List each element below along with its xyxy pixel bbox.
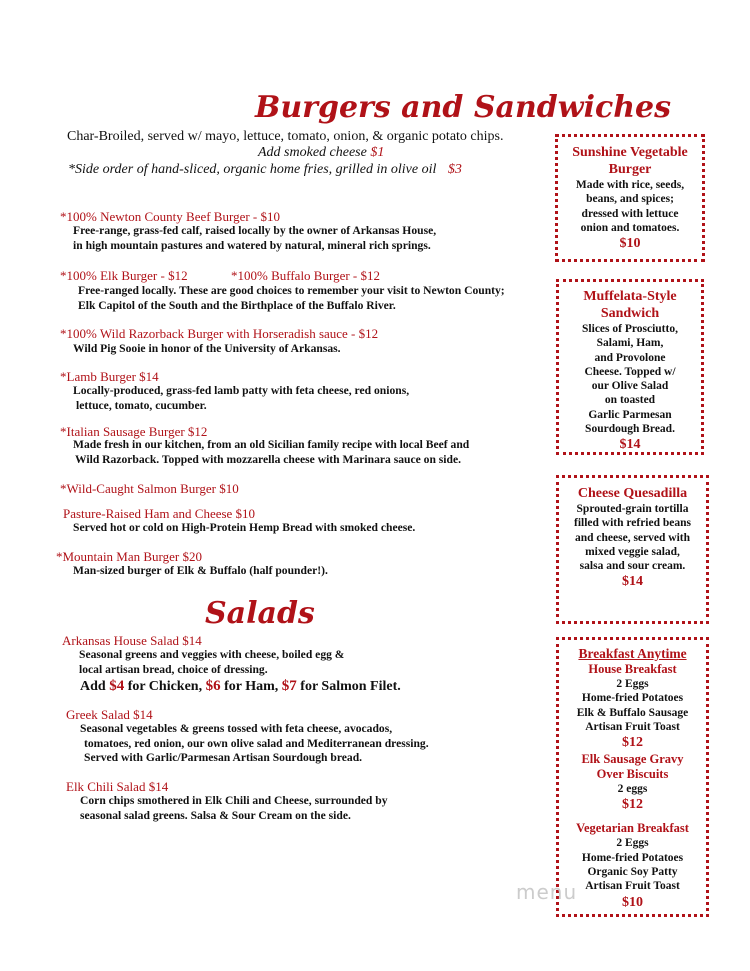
item-desc <box>73 342 341 357</box>
addon-text: for Ham, <box>220 679 282 694</box>
box-desc-line: Slices of Prosciutto, <box>582 323 678 335</box>
gravy-title: Over Biscuits <box>596 767 669 782</box>
desc-line: Seasonal vegetables & greens tossed with feta cheese, avocados, <box>80 722 393 735</box>
box-desc-line: Sprouted-grain tortilla <box>576 503 689 515</box>
item-desc <box>73 438 469 467</box>
menu-item-salmon-burger: *Wild-Caught Salmon Burger $10 <box>60 481 239 496</box>
addon-text: Add smoked cheese <box>258 145 371 160</box>
menu-item-razorback-burger: *100% Wild Razorback Burger with Horseradish sauce - $12 <box>60 326 379 341</box>
menu-item-italian-sausage-burger: *Italian Sausage Burger $12 <box>60 424 208 439</box>
box-title: Cheese Quesadilla <box>577 486 688 501</box>
menu-item-elk-chili-salad: Elk Chili Salad $14 <box>66 779 169 794</box>
side-price: $3 <box>447 162 462 177</box>
desc-line: Free-range, grass-fed calf, raised locally by the owner of Arkansas House, <box>73 224 437 237</box>
item-desc <box>78 284 505 313</box>
desc-line: lettuce, tomato, cucumber. <box>76 398 207 412</box>
addon-price-chicken: $4 <box>109 678 125 694</box>
box-desc-line: 2 Eggs <box>616 678 649 690</box>
box-desc-line: Salami, Ham, <box>596 337 664 350</box>
burgers-addon <box>258 145 384 161</box>
box-desc-line: 2 Eggs <box>616 837 649 850</box>
addon-text: Add <box>80 679 110 694</box>
item-desc <box>80 722 429 766</box>
box-title: Burger <box>608 162 652 177</box>
house-breakfast-title: House Breakfast <box>588 662 677 676</box>
menu-item-buffalo-burger: *100% Buffalo Burger - $12 <box>231 268 380 283</box>
item-desc <box>73 521 415 536</box>
desc-line: in high mountain pastures and watered by natural, mineral rich springs. <box>73 238 431 252</box>
box-title: Sandwich <box>600 306 660 321</box>
box-price: $14 <box>619 437 641 453</box>
item-desc <box>73 384 409 413</box>
box-desc-line: salsa and sour cream. <box>579 560 686 573</box>
menu-item-beef-burger: *100% Newton County Beef Burger - $10 <box>60 209 281 224</box>
item-desc <box>73 224 436 253</box>
menu-item-ham-and-cheese: Pasture-Raised Ham and Cheese $10 <box>63 506 256 521</box>
gravy-title: Elk Sausage Gravy <box>581 752 684 767</box>
box-price: $12 <box>622 797 643 813</box>
veg-breakfast-title: Vegetarian Breakfast <box>576 821 689 836</box>
breakfast-header: Breakfast Anytime <box>578 646 687 661</box>
desc-line: seasonal salad greens. Salsa & Sour Cream on the side. <box>80 808 351 822</box>
desc-line: Man-sized burger of Elk & Buffalo (half pounder!). <box>73 564 328 577</box>
menu-item-arkansas-house-salad: Arkansas House Salad $14 <box>62 633 202 648</box>
desc-line: Served hot or cold on High-Protein Hemp Bread with smoked cheese. <box>73 521 416 534</box>
box-price: $14 <box>622 574 643 590</box>
desc-line: Locally-produced, grass-fed lamb patty with feta cheese, red onions, <box>73 384 410 397</box>
desc-line: tomatoes, red onion, our own olive salad and Mediterranean dressing. <box>84 736 429 750</box>
salads-title: Salads <box>205 596 315 631</box>
box-desc-line: mixed veggie salad, <box>585 545 680 558</box>
box-desc-line: filled with refried beans <box>573 517 692 530</box>
menu-item-mountain-man-burger: *Mountain Man Burger $20 <box>56 549 202 564</box>
box-desc-line: Organic Soy Patty <box>587 866 678 879</box>
item-desc <box>80 794 388 823</box>
salad-addons <box>80 678 401 695</box>
box-desc-line: onion and tomatoes. <box>580 221 680 234</box>
veggie-burger-box <box>555 134 705 262</box>
addon-text: for Chicken, <box>124 679 206 694</box>
addon-text: for Salmon Filet. <box>296 679 401 694</box>
desc-line: Made fresh in our kitchen, from an old Sicilian family recipe with local Beef and <box>73 438 470 451</box>
box-title: Muffelata-Style <box>583 289 677 304</box>
box-desc-line: Garlic Parmesan <box>588 408 672 421</box>
box-desc-line: dressed with lettuce <box>581 207 679 220</box>
box-desc-line: our Olive Salad <box>591 380 669 393</box>
box-price: $10 <box>622 894 643 910</box>
desc-line: Corn chips smothered in Elk Chili and Cheese, surrounded by <box>80 794 388 807</box>
box-desc-line: and Provolone <box>594 351 666 364</box>
box-desc-line: Sourdough Bread. <box>585 423 675 436</box>
box-desc-line: beans, and spices; <box>586 193 674 206</box>
box-desc-line: Home-fried Potatoes <box>581 692 684 705</box>
box-price: $10 <box>619 236 641 252</box>
addon-price: $1 <box>370 145 385 160</box>
box-desc-line: 2 eggs <box>617 783 648 796</box>
box-desc-line: Artisan Fruit Toast <box>585 720 680 733</box>
desc-line: Seasonal greens and veggies with cheese, boiled egg & <box>79 648 345 661</box>
muffelata-box <box>556 279 704 455</box>
burgers-intro: Char-Broiled, served w/ mayo, lettuce, tomato, onion, & organic potato chips. <box>67 129 504 144</box>
breakfast-box <box>556 637 709 917</box>
desc-line: Free-ranged locally. These are good choices to remember your visit to Newton County; <box>78 284 505 297</box>
desc-line: local artisan bread, choice of dressing. <box>79 662 268 676</box>
desc-line: Wild Razorback. Topped with mozzarella cheese with Marinara sauce on side. <box>75 452 462 466</box>
box-desc-line: and cheese, served with <box>575 531 690 544</box>
menu-item-lamb-burger: *Lamb Burger $14 <box>60 369 159 384</box>
box-desc-line: Made with rice, seeds, <box>575 179 685 191</box>
item-desc <box>79 648 344 677</box>
box-desc-line: Cheese. Topped w/ <box>584 365 676 378</box>
box-title: Sunshine Vegetable <box>572 145 688 160</box>
box-desc-line: on toasted <box>604 394 656 407</box>
menu-item-elk-burger: *100% Elk Burger - $12 <box>60 268 188 283</box>
box-desc-line: Elk & Buffalo Sausage <box>576 706 689 719</box>
menu-item-greek-salad: Greek Salad $14 <box>66 707 153 722</box>
desc-line: Served with Garlic/Parmesan Artisan Sourdough bread. <box>84 751 363 764</box>
item-desc <box>73 564 328 579</box>
addon-price-ham: $6 <box>205 678 221 694</box>
burgers-side <box>68 162 462 178</box>
watermark-logo: menu <box>516 880 578 904</box>
side-text: *Side order of hand-sliced, organic home fries, grilled in olive oil <box>68 162 437 177</box>
quesadilla-box <box>556 475 709 624</box>
desc-line: Elk Capitol of the South and the Birthplace of the Buffalo River. <box>78 298 396 312</box>
addon-price-salmon: $7 <box>281 678 297 694</box>
box-desc-line: Home-fried Potatoes <box>581 851 684 864</box>
box-price: $12 <box>622 735 643 751</box>
burgers-title: Burgers and Sandwiches <box>255 90 672 125</box>
box-desc-line: Artisan Fruit Toast <box>585 880 680 893</box>
desc-line: Wild Pig Sooie in honor of the University of Arkansas. <box>73 342 341 355</box>
